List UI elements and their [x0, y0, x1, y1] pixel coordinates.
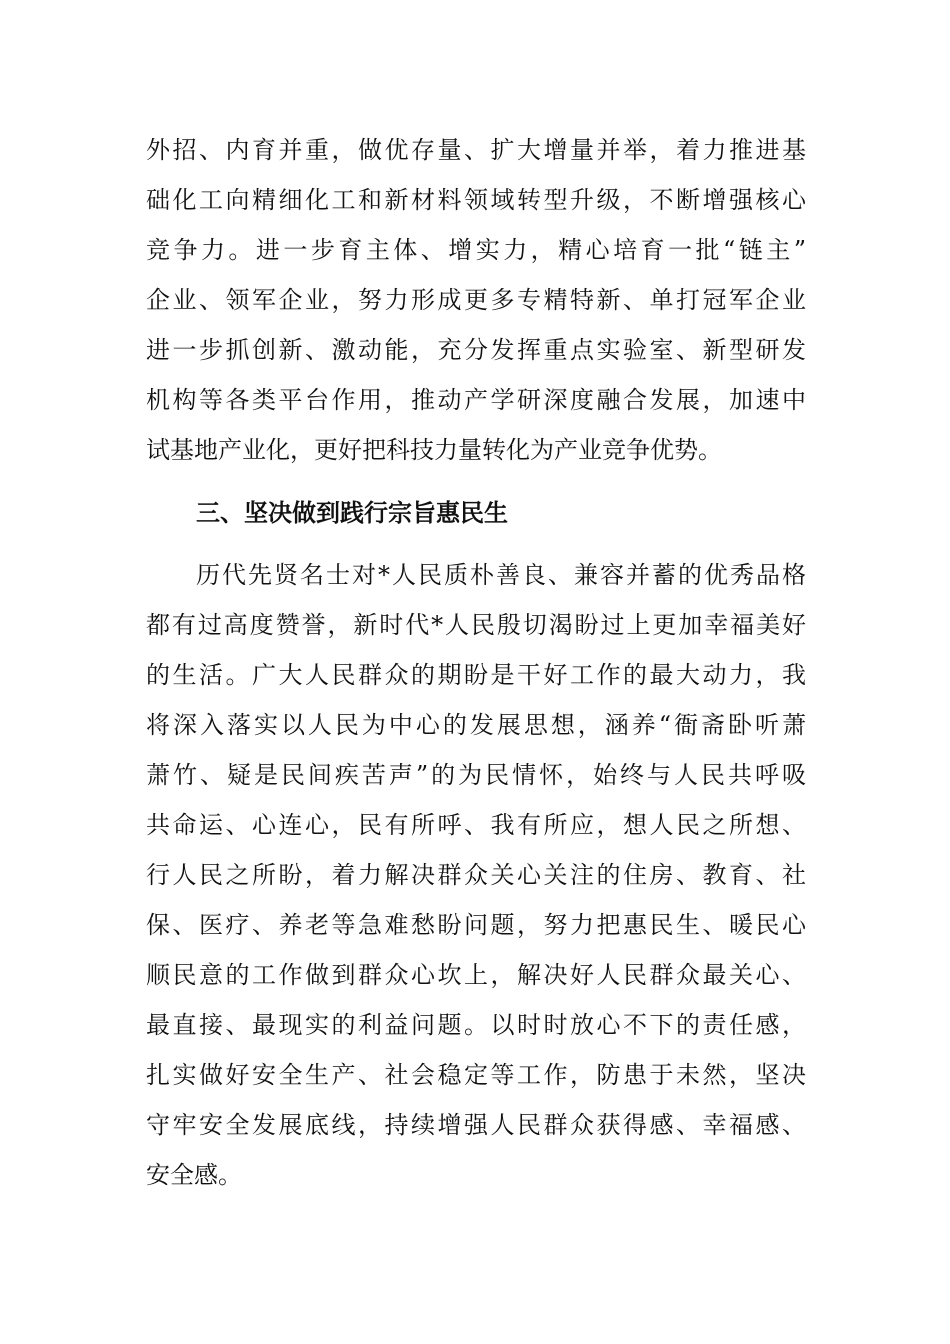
paragraph-line: 机构等各类平台作用，推动产学研深度融合发展，加速中 [146, 386, 806, 414]
paragraph-line: 行人民之所盼，着力解决群众关心关注的住房、教育、社 [146, 861, 806, 889]
paragraph-line: 企业、领军企业，努力形成更多专精特新、单打冠军企业 [146, 286, 806, 314]
paragraph-line: 顺民意的工作做到群众心坎上，解决好人民群众最关心、 [146, 961, 806, 989]
paragraph-line: 历代先贤名士对*人民质朴善良、兼容并蓄的优秀品格 [196, 561, 806, 589]
paragraph-line: 础化工向精细化工和新材料领域转型升级，不断增强核心 [146, 186, 806, 214]
paragraph-line: 都有过高度赞誉，新时代*人民殷切渴盼过上更加幸福美好 [146, 611, 806, 639]
paragraph-line: 安全感。 [146, 1161, 242, 1189]
paragraph-line: 守牢安全发展底线，持续增强人民群众获得感、幸福感、 [146, 1111, 806, 1139]
paragraph-line: 的生活。广大人民群众的期盼是干好工作的最大动力，我 [146, 661, 806, 689]
paragraph-line: 共命运、心连心，民有所呼、我有所应，想人民之所想、 [146, 811, 806, 839]
paragraph-line: 将深入落实以人民为中心的发展思想，涵养“衙斋卧听萧 [146, 711, 806, 739]
paragraph-line: 扎实做好安全生产、社会稳定等工作，防患于未然，坚决 [146, 1061, 806, 1089]
paragraph-line: 外招、内育并重，做优存量、扩大增量并举，着力推进基 [146, 136, 806, 164]
section-heading: 三、坚决做到践行宗旨惠民生 [196, 499, 508, 527]
paragraph-line: 竞争力。进一步育主体、增实力，精心培育一批“链主” [146, 236, 806, 264]
paragraph-line: 保、医疗、养老等急难愁盼问题，努力把惠民生、暖民心 [146, 911, 806, 939]
paragraph-line: 萧竹、疑是民间疾苦声”的为民情怀，始终与人民共呼吸 [146, 761, 806, 789]
paragraph-line: 最直接、最现实的利益问题。以时时放心不下的责任感， [146, 1011, 806, 1039]
paragraph-line: 进一步抓创新、激动能，充分发挥重点实验室、新型研发 [146, 336, 806, 364]
paragraph-line: 试基地产业化，更好把科技力量转化为产业竞争优势。 [146, 436, 722, 464]
